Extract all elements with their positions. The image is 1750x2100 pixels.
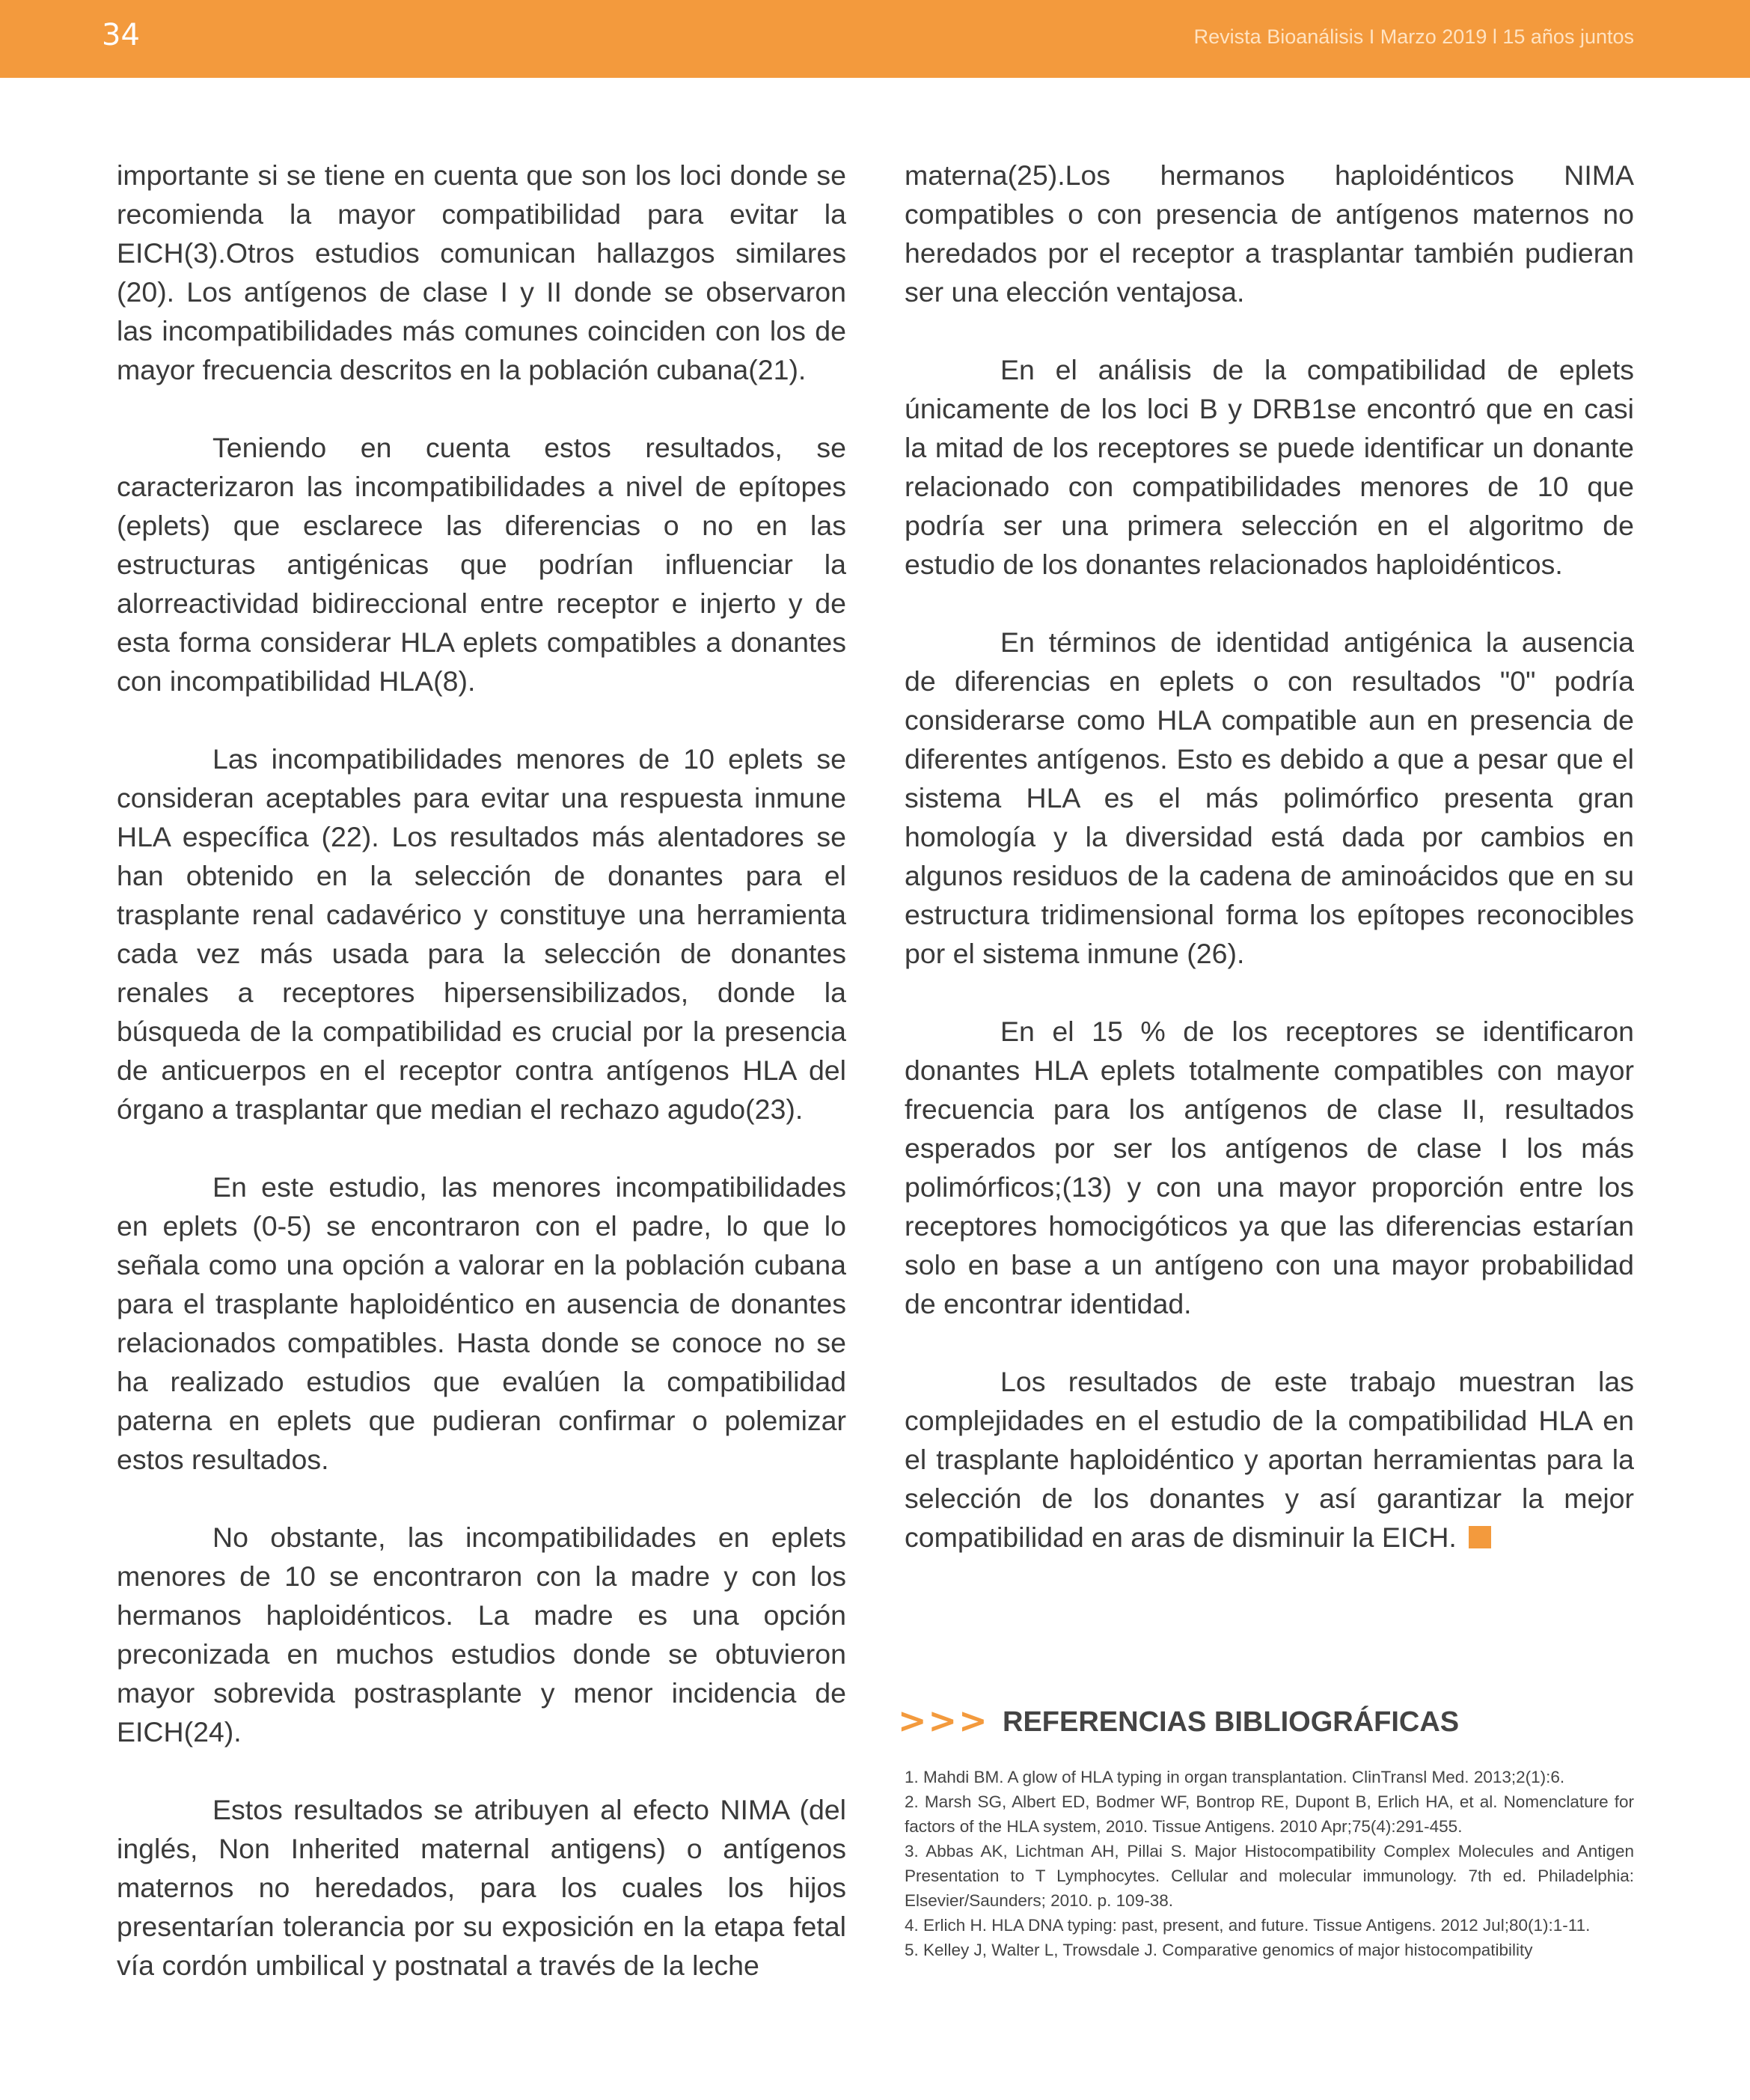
reference-item: 1. Mahdi BM. A glow of HLA typing in organ transplantation. ClinTransl Med. 2013;2(1):6. — [905, 1768, 1565, 1786]
page-number: 34 — [102, 18, 140, 52]
references-title: REFERENCIAS BIBLIOGRÁFICAS — [1003, 1706, 1460, 1738]
left-column — [117, 156, 846, 2024]
body-paragraph: En el 15 % de los receptores se identificaron donantes HLA eplets totalmente compatibles con mayor frecuencia para los antígenos de clase II, resultados esperados por ser los antígenos de clase I los más polimórficos;(13) y con una mayor proporción entre los receptores homocigóticos ya que las diferencias estarían solo en base a un antígeno con una mayor probabilidad de encontrar identidad. — [905, 1016, 1634, 1319]
body-paragraph: En términos de identidad antigénica la ausencia de diferencias en eplets o con resultados "0" podría considerarse como HLA compatible aun en presencia de diferentes antígenos. Esto es debido a que a pesar que el sistema HLA es el más polimórfico presenta gran homología y la diversidad está dada por cambios en algunos residuos de la cadena de aminoácidos que en su estructura tridimensional forma los epítopes reconocibles por el sistema inmune (26). — [905, 626, 1634, 969]
body-paragraph: Las incompatibilidades menores de 10 eplets se consideran aceptables para evitar una respuesta inmune HLA específica (22). Los resultados más alentadores se han obtenido en la selección de donantes para el trasplante renal cadavérico y constituye una herramienta cada vez más usada para la selección de donantes renales a receptores hipersensibilizados, donde la búsqueda de la compatibilidad es crucial por la presencia de anticuerpos en el receptor contra antígenos HLA del órgano a trasplantar que median el rechazo agudo(23). — [117, 743, 846, 1125]
running-head: Revista Bioanálisis I Marzo 2019 l 15 años juntos — [1193, 25, 1634, 48]
end-of-article-square-icon — [1469, 1526, 1491, 1548]
reference-item: 4. Erlich H. HLA DNA typing: past, present, and future. Tissue Antigens. 2012 Jul;80(1):1-11. — [905, 1916, 1591, 1935]
body-paragraph: Teniendo en cuenta estos resultados, se caracterizaron las incompatibilidades a nivel de epítopes (eplets) que esclarece las diferencias o no en las estructuras antigénicas que podrían influenciar la alorreactividad bidireccional entre receptor e injerto y de esta forma considerar HLA eplets compatibles a donantes con incompatibilidad HLA(8). — [117, 432, 846, 697]
closing-paragraph-text: Los resultados de este trabajo muestran las complejidades en el estudio de la compatibilidad HLA en el trasplante haploidéntico y aportan herramientas para la selección de los donantes y así garantizar la mejor compatibilidad en aras de disminuir la EICH. — [905, 1366, 1634, 1553]
reference-item: 2. Marsh SG, Albert ED, Bodmer WF, Bontrop RE, Dupont B, Erlich HA, et al. Nomenclature for factors of the HLA system, 2010. Tissue Antigens. 2010 Apr;75(4):291-455. — [905, 1792, 1634, 1836]
body-paragraph: No obstante, las incompatibilidades en eplets menores de 10 se encontraron con la madre y con los hermanos haploidénticos. La madre es una opción preconizada en muchos estudios donde se obtuvieron mayor sobrevida postrasplante y menor incidencia de EICH(24). — [117, 1521, 846, 1748]
reference-item: 3. Abbas AK, Lichtman AH, Pillai S. Major Histocompatibility Complex Molecules and Antigen Presentation to T Lymphocytes. Cellular and molecular immunology. 7th ed. Philadelphia: Elsevier/Saunders; 2010. p. 109-38. — [905, 1842, 1634, 1910]
body-paragraph: En este estudio, las menores incompatibilidades en eplets (0-5) se encontraron con el padre, lo que lo señala como una opción a valorar en la población cubana para el trasplante haploidéntico en ausencia de donantes relacionados compatibles. Hasta donde se conoce no se ha realizado estudios que evalúen la compatibilidad paterna en eplets que pudieran confirmar o polemizar estos resultados. — [117, 1171, 846, 1475]
closing-paragraph — [905, 1362, 1634, 1557]
references-arrows-icon: >>> — [898, 1700, 989, 1741]
references-header — [898, 1700, 1639, 1745]
body-paragraph: Estos resultados se atribuyen al efecto NIMA (del inglés, Non Inherited maternal antigens) o antígenos maternos no heredados, para los cuales los hijos presentarían tolerancia por su exposición en la etapa fetal vía cordón umbilical y postnatal a través de la leche — [117, 1794, 846, 1981]
right-column — [905, 156, 1634, 1596]
body-paragraph: importante si se tiene en cuenta que son los loci donde se recomienda la mayor compatibilidad para evitar la EICH(3).Otros estudios comunican hallazgos similares (20). Los antígenos de clase I y II donde se observaron las incompatibilidades más comunes coinciden con los de mayor frecuencia descritos en la población cubana(21). — [117, 159, 846, 385]
references-list — [905, 1765, 1634, 1962]
reference-item: 5. Kelley J, Walter L, Trowsdale J. Comparative genomics of major histocompatibility — [905, 1941, 1533, 1959]
header-bar — [0, 0, 1750, 78]
body-paragraph: En el análisis de la compatibilidad de eplets únicamente de los loci B y DRB1se encontró que en casi la mitad de los receptores se puede identificar un donante relacionado con compatibilidades menores de 10 que podría ser una primera selección en el algoritmo de estudio de los donantes relacionados haploidénticos. — [905, 354, 1634, 580]
body-paragraph: materna(25).Los hermanos haploidénticos NIMA compatibles o con presencia de antígenos maternos no heredados por el receptor a trasplantar también pudieran ser una elección ventajosa. — [905, 159, 1634, 308]
